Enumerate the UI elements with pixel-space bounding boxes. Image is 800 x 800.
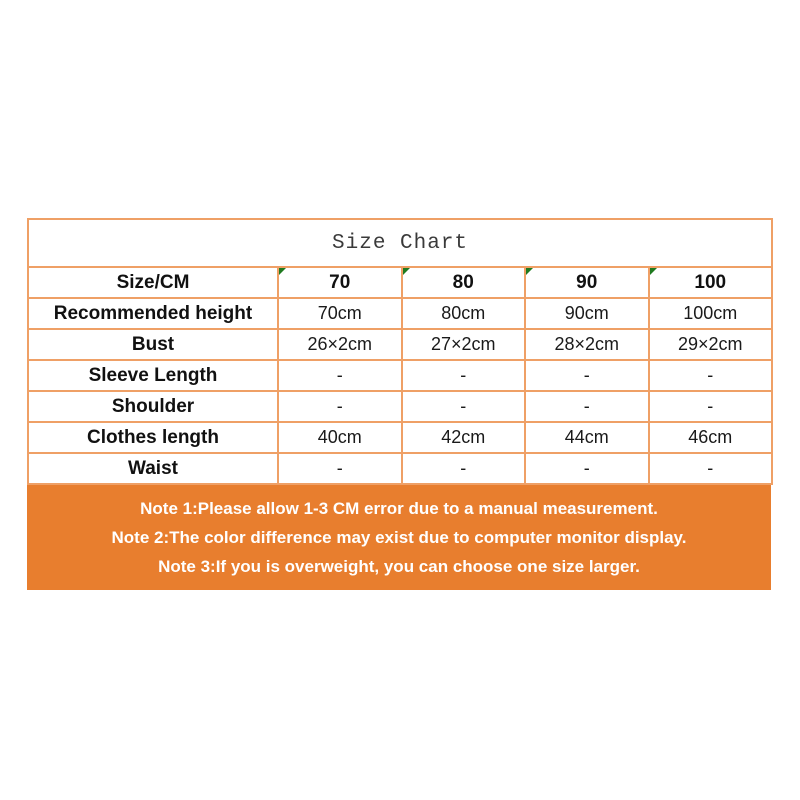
table-row-shoulder (28, 391, 772, 422)
cell-value: 46cm (649, 422, 773, 453)
cell-value: - (278, 391, 402, 422)
cell-value: 90cm (525, 298, 649, 329)
cell-value: - (402, 453, 526, 484)
column-header-size-cm: Size/CM (28, 267, 278, 298)
cell-value: 26×2cm (278, 329, 402, 360)
table-row-sleeve-length (28, 360, 772, 391)
cell-comment-marker-icon (403, 268, 410, 275)
column-header-label: 90 (576, 271, 598, 293)
cell-value: 29×2cm (649, 329, 773, 360)
cell-value: - (402, 360, 526, 391)
cell-comment-marker-icon (650, 268, 657, 275)
cell-value: - (649, 453, 773, 484)
row-label: Sleeve Length (28, 360, 278, 391)
column-header-label: 70 (329, 271, 351, 293)
column-header-label: 80 (452, 271, 474, 293)
header-row (28, 267, 772, 298)
column-header-100 (649, 267, 773, 298)
cell-value: 44cm (525, 422, 649, 453)
row-label: Clothes length (28, 422, 278, 453)
cell-value: 70cm (278, 298, 402, 329)
cell-value: 42cm (402, 422, 526, 453)
cell-value: 27×2cm (402, 329, 526, 360)
column-header-80 (402, 267, 526, 298)
cell-comment-marker-icon (526, 268, 533, 275)
cell-value: - (278, 360, 402, 391)
notes-block (27, 485, 771, 590)
row-label: Shoulder (28, 391, 278, 422)
table-row-bust (28, 329, 772, 360)
cell-value: - (525, 360, 649, 391)
cell-value: 80cm (402, 298, 526, 329)
cell-value: 40cm (278, 422, 402, 453)
size-table (27, 218, 773, 485)
cell-value: - (649, 391, 773, 422)
column-header-label: 100 (694, 271, 727, 293)
title-row (28, 219, 772, 267)
cell-value: 100cm (649, 298, 773, 329)
column-header-90 (525, 267, 649, 298)
row-label: Recommended height (28, 298, 278, 329)
note-line-2: Note 2:The color difference may exist due to computer monitor display. (111, 527, 687, 547)
cell-value: - (402, 391, 526, 422)
table-row-clothes-length (28, 422, 772, 453)
cell-value: - (649, 360, 773, 391)
table-title: Size Chart (28, 219, 772, 267)
size-chart (27, 218, 771, 590)
cell-value: 28×2cm (525, 329, 649, 360)
column-header-70 (278, 267, 402, 298)
cell-comment-marker-icon (279, 268, 286, 275)
note-line-3: Note 3:If you is overweight, you can choose one size larger. (158, 556, 640, 576)
note-line-1: Note 1:Please allow 1-3 CM error due to a manual measurement. (140, 498, 658, 518)
row-label: Bust (28, 329, 278, 360)
row-label: Waist (28, 453, 278, 484)
table-row-recommended-height (28, 298, 772, 329)
table-row-waist (28, 453, 772, 484)
cell-value: - (525, 453, 649, 484)
cell-value: - (278, 453, 402, 484)
cell-value: - (525, 391, 649, 422)
